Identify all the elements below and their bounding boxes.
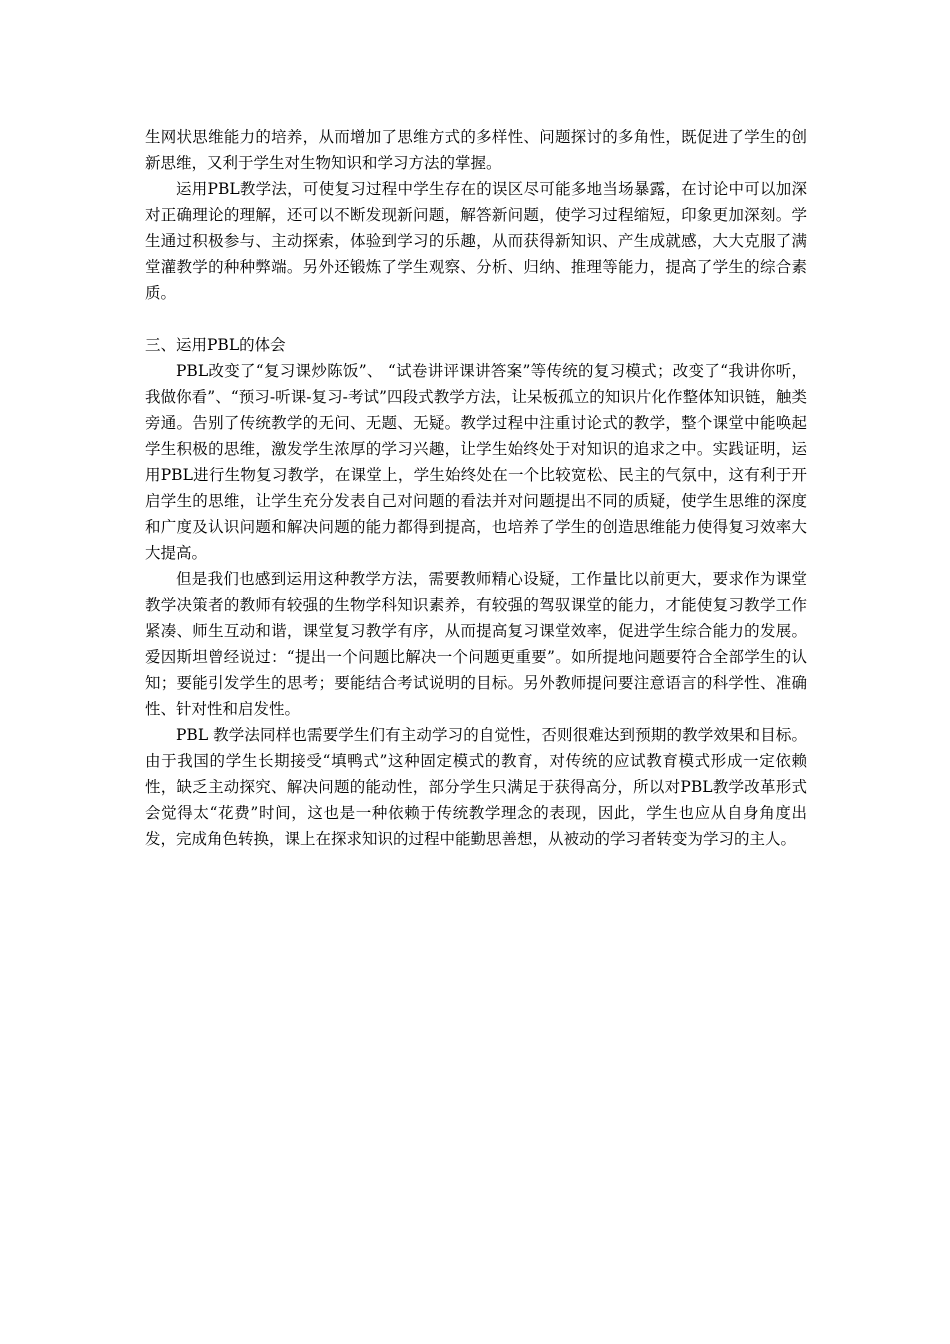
- paragraph-student-requirements: PBL 教学法同样也需要学生们有主动学习的自觉性，否则很难达到预期的教学效果和目标。由于我国的学生长期接受“填鸭式”这种固定模式的教育，对传统的应试教育模式形成一定依赖性，缺乏主动探究、解决问题的能动性，部分学生只满足于获得高分，所以对PBL教学改革形式会觉得太“花费”时间，这也是一种依赖于传统教学理念的表现，因此，学生也应从自身角度出发，完成角色转换，课上在探求知识的过程中能勤思善想，从被动的学习者转变为学习的主人。: [145, 726, 807, 848]
- section-heading: 三、运用PBL的体会: [145, 336, 286, 354]
- paragraph-pbl-changes: PBL改变了“复习课炒陈饭”、 “试卷讲评课讲答案”等传统的复习模式；改变了“我讲你听，我做你看”、“预习-听课-复习-考试”四段式教学方法，让呆板孤立的知识片化作整体知识链，触类旁通。告别了传统教学的无问、无题、无疑。教学过程中注重讨论式的教学，整个课堂中能唤起学生积极的思维，激发学生浓厚的学习兴趣，让学生始终处于对知识的追求之中。实践证明，运用PBL进行生物复习教学，在课堂上，学生始终处在一个比较宽松、民主的气氛中，这有利于开启学生的思维，让学生充分发表自己对问题的看法并对问题提出不同的质疑，使学生思维的深度和广度及认识问题和解决问题的能力都得到提高，也培养了学生的创造思维能力使得复习效率大大提高。: [145, 362, 807, 562]
- paragraph-continuation: 生网状思维能力的培养，从而增加了思维方式的多样性、问题探讨的多角性，既促进了学生的创新思维，又利于学生对生物知识和学习方法的掌握。: [145, 128, 807, 172]
- paragraph-spacer: [145, 306, 807, 332]
- paragraph-pbl-benefits: 运用PBL教学法，可使复习过程中学生存在的误区尽可能多地当场暴露，在讨论中可以加深对正确理论的理解，还可以不断发现新问题，解答新问题，使学习过程缩短，印象更加深刻。学生通过积极参与、主动探索，体验到学习的乐趣，从而获得新知识、产生成就感，大大克服了满堂灌教学的种种弊端。另外还锻炼了学生观察、分析、归纳、推理等能力，提高了学生的综合素质。: [145, 180, 807, 302]
- paragraph-teacher-requirements: 但是我们也感到运用这种教学方法，需要教师精心设疑，工作量比以前更大，要求作为课堂教学决策者的教师有较强的生物学科知识素养，有较强的驾驭课堂的能力，才能使复习教学工作紧凑、师生互动和谐，课堂复习教学有序，从而提高复习课堂效率，促进学生综合能力的发展。爱因斯坦曾经说过：“提出一个问题比解决一个问题更重要”。如所提地问题要符合全部学生的认知；要能引发学生的思考；要能结合考试说明的目标。另外教师提问要注意语言的科学性、准确性、针对性和启发性。: [145, 570, 807, 718]
- document-body: [145, 124, 807, 852]
